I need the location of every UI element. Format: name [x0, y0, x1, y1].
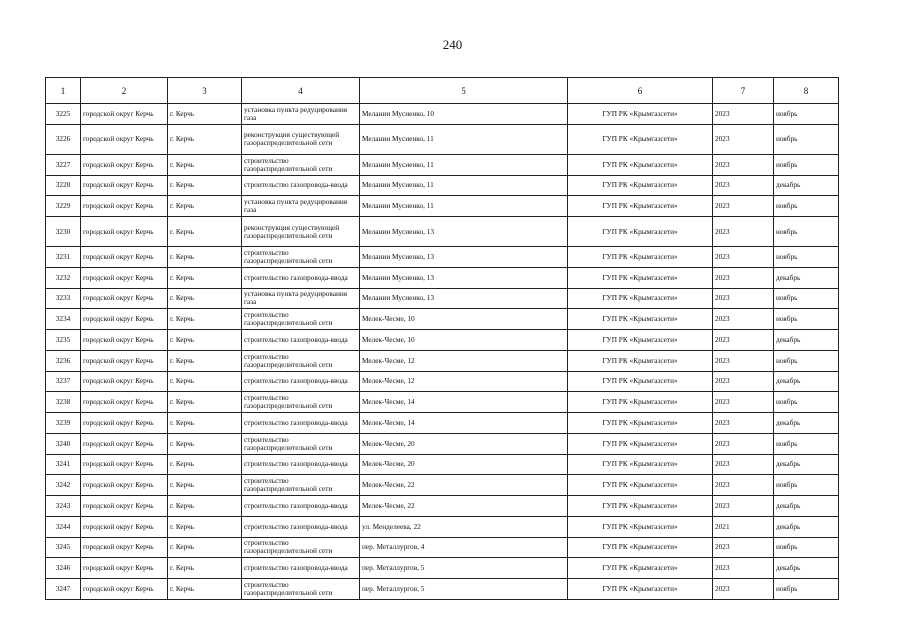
- work-type-cell: строительство газопровода-ввода: [242, 330, 360, 351]
- table-row: [46, 537, 839, 558]
- table-row: [46, 267, 839, 288]
- work-type-cell: строительство газораспределительной сети: [242, 392, 360, 413]
- column-header: 7: [713, 78, 774, 104]
- organization-cell: ГУП РК «Крымгазсети»: [568, 350, 713, 371]
- address-cell: Мелании Мусиенко, 13: [360, 267, 568, 288]
- month-cell: ноябрь: [774, 309, 839, 330]
- table-row: [46, 196, 839, 217]
- month-cell: ноябрь: [774, 196, 839, 217]
- city-cell: г. Керчь: [168, 371, 242, 392]
- column-header: 6: [568, 78, 713, 104]
- city-cell: г. Керчь: [168, 330, 242, 351]
- year-cell: 2023: [713, 558, 774, 579]
- row-number: 3239: [46, 413, 81, 434]
- work-type-cell: строительство газопровода-ввода: [242, 267, 360, 288]
- row-number: 3237: [46, 371, 81, 392]
- address-cell: пер. Металлургов, 4: [360, 537, 568, 558]
- work-type-cell: строительство газораспределительной сети: [242, 247, 360, 268]
- work-type-cell: строительство газораспределительной сети: [242, 475, 360, 496]
- work-type-cell: строительство газораспределительной сети: [242, 579, 360, 600]
- table-row: [46, 217, 839, 247]
- organization-cell: ГУП РК «Крымгазсети»: [568, 267, 713, 288]
- row-number: 3235: [46, 330, 81, 351]
- year-cell: 2023: [713, 154, 774, 175]
- address-cell: Мелании Мусиенко, 11: [360, 124, 568, 154]
- page-number: 240: [442, 37, 463, 52]
- column-header: 4: [242, 78, 360, 104]
- row-number: 3241: [46, 454, 81, 475]
- row-number: 3247: [46, 579, 81, 600]
- table-row: [46, 433, 839, 454]
- organization-cell: ГУП РК «Крымгазсети»: [568, 154, 713, 175]
- month-cell: ноябрь: [774, 104, 839, 125]
- district-cell: городской округ Керчь: [81, 330, 168, 351]
- month-cell: ноябрь: [774, 537, 839, 558]
- district-cell: городской округ Керчь: [81, 413, 168, 434]
- column-header: 2: [81, 78, 168, 104]
- table-row: [46, 288, 839, 309]
- year-cell: 2023: [713, 104, 774, 125]
- city-cell: г. Керчь: [168, 196, 242, 217]
- year-cell: 2023: [713, 475, 774, 496]
- address-cell: Мелек-Чесме, 20: [360, 433, 568, 454]
- row-number: 3231: [46, 247, 81, 268]
- year-cell: 2023: [713, 330, 774, 351]
- year-cell: 2023: [713, 124, 774, 154]
- organization-cell: ГУП РК «Крымгазсети»: [568, 175, 713, 196]
- year-cell: 2023: [713, 579, 774, 600]
- work-type-cell: строительство газопровода-ввода: [242, 371, 360, 392]
- district-cell: городской округ Керчь: [81, 392, 168, 413]
- district-cell: городской округ Керчь: [81, 371, 168, 392]
- column-header: 8: [774, 78, 839, 104]
- month-cell: декабрь: [774, 496, 839, 517]
- city-cell: г. Керчь: [168, 579, 242, 600]
- city-cell: г. Керчь: [168, 496, 242, 517]
- year-cell: 2023: [713, 267, 774, 288]
- district-cell: городской округ Керчь: [81, 558, 168, 579]
- organization-cell: ГУП РК «Крымгазсети»: [568, 579, 713, 600]
- work-type-cell: строительство газораспределительной сети: [242, 433, 360, 454]
- city-cell: г. Керчь: [168, 247, 242, 268]
- row-number: 3243: [46, 496, 81, 517]
- row-number: 3238: [46, 392, 81, 413]
- year-cell: 2023: [713, 392, 774, 413]
- organization-cell: ГУП РК «Крымгазсети»: [568, 288, 713, 309]
- year-cell: 2023: [713, 350, 774, 371]
- district-cell: городской округ Керчь: [81, 496, 168, 517]
- month-cell: ноябрь: [774, 350, 839, 371]
- district-cell: городской округ Керчь: [81, 124, 168, 154]
- year-cell: 2023: [713, 247, 774, 268]
- table-header: [46, 78, 839, 104]
- organization-cell: ГУП РК «Крымгазсети»: [568, 454, 713, 475]
- year-cell: 2023: [713, 413, 774, 434]
- month-cell: ноябрь: [774, 247, 839, 268]
- work-type-cell: реконструкция существующей газораспределительной сети: [242, 124, 360, 154]
- column-header: 1: [46, 78, 81, 104]
- organization-cell: ГУП РК «Крымгазсети»: [568, 104, 713, 125]
- year-cell: 2021: [713, 516, 774, 537]
- month-cell: ноябрь: [774, 217, 839, 247]
- row-number: 3227: [46, 154, 81, 175]
- year-cell: 2023: [713, 309, 774, 330]
- table-row: [46, 516, 839, 537]
- city-cell: г. Керчь: [168, 288, 242, 309]
- address-cell: Мелек-Чесме, 22: [360, 475, 568, 496]
- address-cell: Мелании Мусиенко, 10: [360, 104, 568, 125]
- organization-cell: ГУП РК «Крымгазсети»: [568, 247, 713, 268]
- table-row: [46, 350, 839, 371]
- row-number: 3244: [46, 516, 81, 537]
- organization-cell: ГУП РК «Крымгазсети»: [568, 537, 713, 558]
- city-cell: г. Керчь: [168, 154, 242, 175]
- address-cell: Мелек-Чесме, 12: [360, 371, 568, 392]
- work-type-cell: строительство газораспределительной сети: [242, 309, 360, 330]
- row-number: 3245: [46, 537, 81, 558]
- table-row: [46, 175, 839, 196]
- row-number: 3234: [46, 309, 81, 330]
- column-header: 5: [360, 78, 568, 104]
- address-cell: Мелек-Чесме, 10: [360, 309, 568, 330]
- month-cell: ноябрь: [774, 154, 839, 175]
- organization-cell: ГУП РК «Крымгазсети»: [568, 413, 713, 434]
- year-cell: 2023: [713, 537, 774, 558]
- work-type-cell: реконструкция существующей газораспределительной сети: [242, 217, 360, 247]
- row-number: 3225: [46, 104, 81, 125]
- work-type-cell: строительство газораспределительной сети: [242, 537, 360, 558]
- organization-cell: ГУП РК «Крымгазсети»: [568, 124, 713, 154]
- city-cell: г. Керчь: [168, 475, 242, 496]
- month-cell: ноябрь: [774, 392, 839, 413]
- address-cell: Мелек-Чесме, 14: [360, 392, 568, 413]
- organization-cell: ГУП РК «Крымгазсети»: [568, 217, 713, 247]
- city-cell: г. Керчь: [168, 516, 242, 537]
- table-row: [46, 558, 839, 579]
- row-number: 3229: [46, 196, 81, 217]
- month-cell: ноябрь: [774, 579, 839, 600]
- table-row: [46, 104, 839, 125]
- table-row: [46, 454, 839, 475]
- city-cell: г. Керчь: [168, 454, 242, 475]
- district-cell: городской округ Керчь: [81, 537, 168, 558]
- year-cell: 2023: [713, 217, 774, 247]
- table-row: [46, 413, 839, 434]
- table-row: [46, 309, 839, 330]
- district-cell: городской округ Керчь: [81, 104, 168, 125]
- month-cell: декабрь: [774, 371, 839, 392]
- table-body: [46, 104, 839, 600]
- work-type-cell: строительство газопровода-ввода: [242, 496, 360, 517]
- organization-cell: ГУП РК «Крымгазсети»: [568, 392, 713, 413]
- district-cell: городской округ Керчь: [81, 350, 168, 371]
- month-cell: декабрь: [774, 175, 839, 196]
- city-cell: г. Керчь: [168, 124, 242, 154]
- organization-cell: ГУП РК «Крымгазсети»: [568, 330, 713, 351]
- work-type-cell: строительство газопровода-ввода: [242, 516, 360, 537]
- month-cell: ноябрь: [774, 124, 839, 154]
- gasification-table: [45, 77, 839, 600]
- work-type-cell: строительство газораспределительной сети: [242, 350, 360, 371]
- organization-cell: ГУП РК «Крымгазсети»: [568, 516, 713, 537]
- year-cell: 2023: [713, 454, 774, 475]
- district-cell: городской округ Керчь: [81, 579, 168, 600]
- row-number: 3233: [46, 288, 81, 309]
- district-cell: городской округ Керчь: [81, 217, 168, 247]
- month-cell: декабрь: [774, 267, 839, 288]
- table-row: [46, 330, 839, 351]
- month-cell: ноябрь: [774, 433, 839, 454]
- work-type-cell: строительство газопровода-ввода: [242, 413, 360, 434]
- work-type-cell: установка пункта редуцирования газа: [242, 288, 360, 309]
- organization-cell: ГУП РК «Крымгазсети»: [568, 371, 713, 392]
- month-cell: декабрь: [774, 516, 839, 537]
- district-cell: городской округ Керчь: [81, 454, 168, 475]
- district-cell: городской округ Керчь: [81, 433, 168, 454]
- row-number: 3232: [46, 267, 81, 288]
- month-cell: декабрь: [774, 454, 839, 475]
- city-cell: г. Керчь: [168, 433, 242, 454]
- table-row: [46, 392, 839, 413]
- row-number: 3236: [46, 350, 81, 371]
- address-cell: ул. Менделеева, 22: [360, 516, 568, 537]
- city-cell: г. Керчь: [168, 175, 242, 196]
- table-row: [46, 475, 839, 496]
- city-cell: г. Керчь: [168, 392, 242, 413]
- month-cell: ноябрь: [774, 475, 839, 496]
- address-cell: Мелании Мусиенко, 11: [360, 154, 568, 175]
- district-cell: городской округ Керчь: [81, 475, 168, 496]
- address-cell: Мелании Мусиенко, 11: [360, 196, 568, 217]
- organization-cell: ГУП РК «Крымгазсети»: [568, 558, 713, 579]
- table-row: [46, 579, 839, 600]
- district-cell: городской округ Керчь: [81, 309, 168, 330]
- column-header: 3: [168, 78, 242, 104]
- year-cell: 2023: [713, 371, 774, 392]
- address-cell: Мелании Мусиенко, 13: [360, 288, 568, 309]
- year-cell: 2023: [713, 175, 774, 196]
- organization-cell: ГУП РК «Крымгазсети»: [568, 433, 713, 454]
- year-cell: 2023: [713, 288, 774, 309]
- organization-cell: ГУП РК «Крымгазсети»: [568, 196, 713, 217]
- row-number: 3242: [46, 475, 81, 496]
- row-number: 3240: [46, 433, 81, 454]
- district-cell: городской округ Керчь: [81, 196, 168, 217]
- district-cell: городской округ Керчь: [81, 516, 168, 537]
- organization-cell: ГУП РК «Крымгазсети»: [568, 475, 713, 496]
- address-cell: пер. Металлургов, 5: [360, 558, 568, 579]
- month-cell: декабрь: [774, 558, 839, 579]
- work-type-cell: строительство газопровода-ввода: [242, 175, 360, 196]
- city-cell: г. Керчь: [168, 267, 242, 288]
- row-number: 3246: [46, 558, 81, 579]
- work-type-cell: строительство газопровода-ввода: [242, 558, 360, 579]
- district-cell: городской округ Керчь: [81, 154, 168, 175]
- year-cell: 2023: [713, 433, 774, 454]
- month-cell: ноябрь: [774, 288, 839, 309]
- month-cell: декабрь: [774, 330, 839, 351]
- organization-cell: ГУП РК «Крымгазсети»: [568, 496, 713, 517]
- address-cell: Мелек-Чесме, 12: [360, 350, 568, 371]
- organization-cell: ГУП РК «Крымгазсети»: [568, 309, 713, 330]
- city-cell: г. Керчь: [168, 309, 242, 330]
- address-cell: Мелании Мусиенко, 11: [360, 175, 568, 196]
- city-cell: г. Керчь: [168, 217, 242, 247]
- row-number: 3228: [46, 175, 81, 196]
- address-cell: Мелек-Чесме, 20: [360, 454, 568, 475]
- city-cell: г. Керчь: [168, 104, 242, 125]
- city-cell: г. Керчь: [168, 350, 242, 371]
- table-row: [46, 247, 839, 268]
- year-cell: 2023: [713, 196, 774, 217]
- table-row: [46, 496, 839, 517]
- work-type-cell: строительство газораспределительной сети: [242, 154, 360, 175]
- address-cell: Мелек-Чесме, 10: [360, 330, 568, 351]
- address-cell: Мелании Мусиенко, 13: [360, 247, 568, 268]
- table-row: [46, 371, 839, 392]
- table-row: [46, 154, 839, 175]
- row-number: 3226: [46, 124, 81, 154]
- address-cell: Мелек-Чесме, 22: [360, 496, 568, 517]
- address-cell: Мелании Мусиенко, 13: [360, 217, 568, 247]
- district-cell: городской округ Керчь: [81, 267, 168, 288]
- city-cell: г. Керчь: [168, 558, 242, 579]
- table-row: [46, 124, 839, 154]
- work-type-cell: установка пункта редуцирования газа: [242, 196, 360, 217]
- work-type-cell: установка пункта редуцирования газа: [242, 104, 360, 125]
- address-cell: Мелек-Чесме, 14: [360, 413, 568, 434]
- city-cell: г. Керчь: [168, 413, 242, 434]
- district-cell: городской округ Керчь: [81, 175, 168, 196]
- row-number: 3230: [46, 217, 81, 247]
- address-cell: пер. Металлургов, 5: [360, 579, 568, 600]
- work-type-cell: строительство газопровода-ввода: [242, 454, 360, 475]
- district-cell: городской округ Керчь: [81, 247, 168, 268]
- year-cell: 2023: [713, 496, 774, 517]
- district-cell: городской округ Керчь: [81, 288, 168, 309]
- month-cell: декабрь: [774, 413, 839, 434]
- header-row: [46, 78, 839, 104]
- city-cell: г. Керчь: [168, 537, 242, 558]
